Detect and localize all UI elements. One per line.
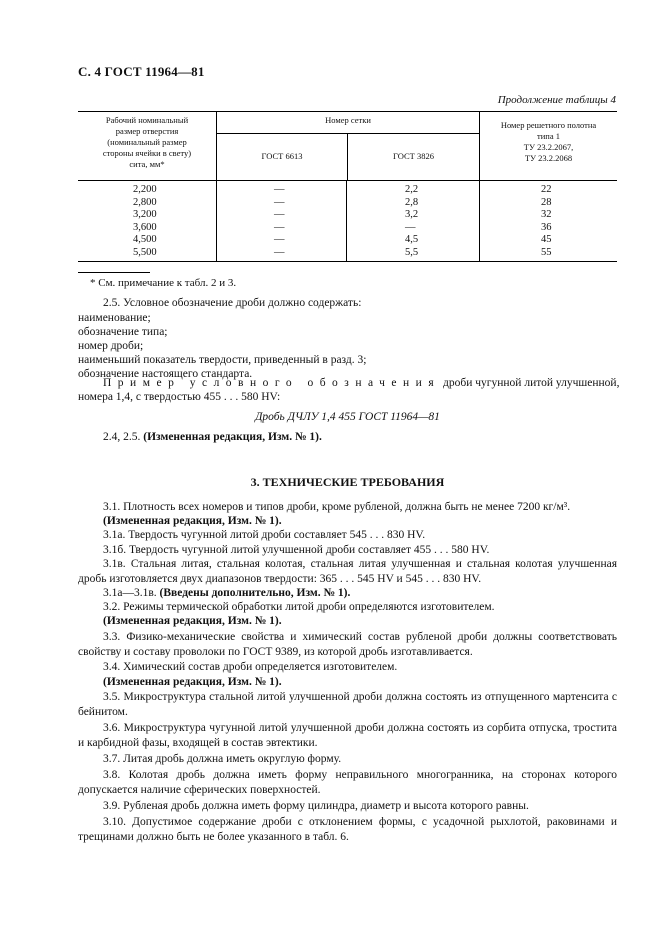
list-item: обозначение типа;: [78, 326, 168, 338]
para-3-7: 3.7. Литая дробь должна иметь округлую форму.: [103, 753, 342, 765]
footnote: * См. примечание к табл. 2 и 3.: [90, 277, 237, 289]
header-group-mesh: [216, 112, 480, 180]
sieve-table: [78, 111, 617, 262]
para-3-1a: 3.1а. Твердость чугунной литой дроби составляет 545 . . . 830 HV.: [103, 529, 426, 541]
example-paragraph: Пример условного обозначения дроби чугунной литой улучшенной,: [103, 377, 620, 389]
table-body: [78, 181, 617, 261]
list-item: наименьший показатель твердости, приведенный в разд. 3;: [78, 354, 367, 366]
header-col-gost6613: ГОСТ 6613: [261, 151, 303, 161]
para-3-2: 3.2. Режимы термической обработки литой дроби определяются изготовителем.: [103, 601, 495, 613]
revision-note: (Измененная редакция, Изм. № 1).: [103, 515, 282, 527]
table-header: [78, 112, 617, 181]
addition-note: 3.1а—3.1в. (Введены дополнительно, Изм. № 1).: [103, 587, 351, 599]
para-3-5: 3.5. Микроструктура стальной литой улучшенной дроби должна состоять из отпущенного мартенсита с бейнитом.: [78, 691, 617, 718]
list-item: номер дроби;: [78, 340, 144, 352]
revision-note: (Измененная редакция, Изм. № 1).: [103, 676, 282, 688]
para-2-5: 2.5. Условное обозначение дроби должно содержать:: [103, 297, 362, 309]
page-header: С. 4 ГОСТ 11964—81: [78, 64, 205, 79]
section-title: 3. ТЕХНИЧЕСКИЕ ТРЕБОВАНИЯ: [250, 475, 445, 489]
para-3-10: 3.10. Допустимое содержание дроби с отклонением формы, с усадочной рыхлотой, раковинами и трещинами должно быть не более указанного в табл. 6.: [78, 816, 617, 843]
para-3-8: 3.8. Колотая дробь должна иметь форму неправильного многогранника, на сторонах которого допускается наличие сферических поверхностей.: [78, 769, 617, 796]
para-3-1v: 3.1в. Стальная литая, стальная колотая, стальная литая улучшенная и стальная колотая улучшенная дробь изготовляется двух диапазонов твердости: 365 . . . 545 HV и 545 . . . 830 HV.: [78, 558, 617, 585]
revision-note: (Измененная редакция, Изм. № 1).: [103, 615, 282, 627]
para-3-3: 3.3. Физико-механические свойства и химический состав рубленой дроби должны соответствовать свойству и составу проволоки по ГОСТ 9389, из которой дробь изготавливается.: [78, 631, 617, 658]
example-formula: Дробь ДЧЛУ 1,4 455 ГОСТ 11964—81: [255, 411, 440, 423]
example-heading: Пример условного обозначения: [103, 377, 441, 389]
table-row: 2,800 — 2,8 28: [133, 196, 552, 208]
list-item: наименование;: [78, 312, 151, 324]
para-3-1b: 3.1б. Твердость чугунной литой улучшенной дроби составляет 455 . . . 580 HV.: [103, 544, 490, 556]
table-row: 4,500 — 4,5 45: [133, 234, 552, 245]
table-continuation-label: Продолжение таблицы 4: [497, 94, 616, 106]
revision-note: 2.4, 2.5. (Измененная редакция, Изм. № 1).: [103, 431, 322, 443]
para-3-9: 3.9. Рубленая дробь должна иметь форму цилиндра, диаметр и высота которого равны.: [103, 800, 529, 812]
list-item: обозначение настоящего стандарта.: [78, 368, 253, 380]
table-row: 2,200 — 2,2 22: [133, 184, 552, 195]
table-row: 5,500 — 5,5 55: [133, 246, 552, 258]
header-col-sieve-number: Номер решетного полотна типа 1 ТУ 23.2.2067, ТУ 23.2.2068: [500, 120, 597, 163]
header-col-size: Рабочий номинальный размер отверстия (номинальный размер стороны ячейки в свету) сита, мм*: [102, 115, 192, 169]
para-3-4: 3.4. Химический состав дроби определяется изготовителем.: [103, 661, 398, 673]
header-group-title: Номер сетки: [325, 115, 371, 125]
table-row: 3,200 — 3,2 32: [133, 209, 552, 220]
example-line-2: номера 1,4, с твердостью 455 . . . 580 HV:: [78, 391, 281, 403]
para-3-6: 3.6. Микроструктура чугунной литой улучшенной дроби должна состоять из сорбита отпуска, тростита и карбидной фазы, входящей в состав эвтектики.: [78, 722, 617, 749]
header-col-gost3826: ГОСТ 3826: [347, 133, 479, 180]
para-3-1: 3.1. Плотность всех номеров и типов дроби, кроме рубленой, должна быть не менее 7200 кг/м³.: [103, 501, 571, 513]
table-row: 3,600 — — 36: [133, 221, 552, 233]
